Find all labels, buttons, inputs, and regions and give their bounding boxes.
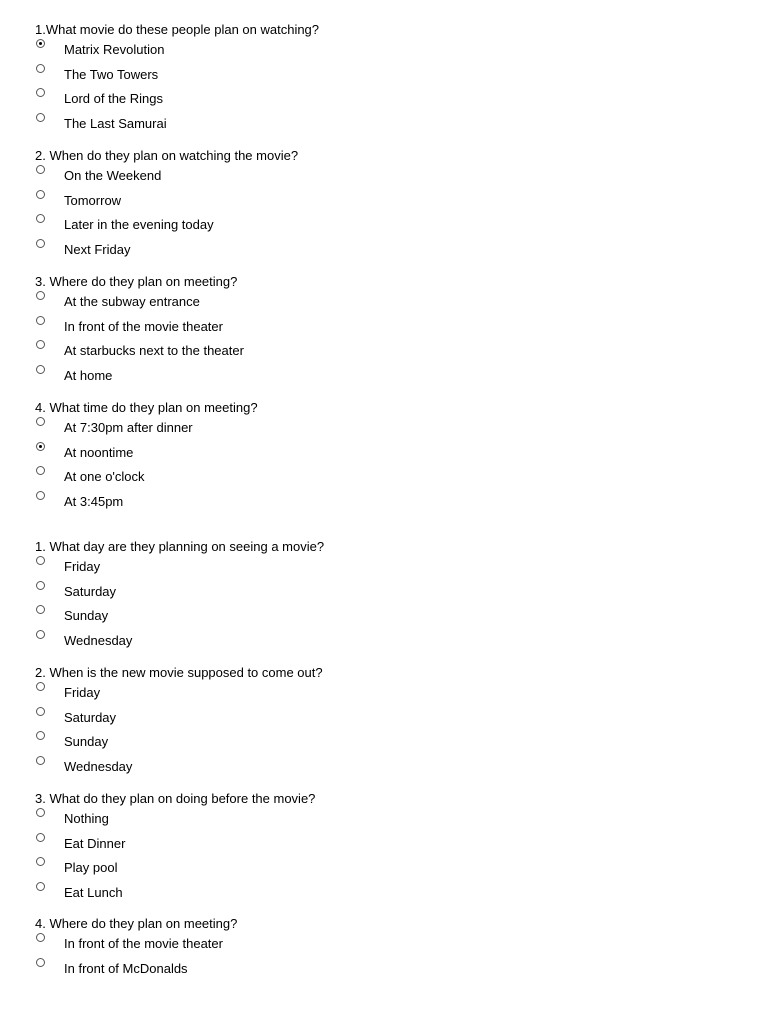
option-label[interactable]: Saturday [64, 583, 117, 599]
option-item[interactable] [35, 961, 735, 986]
radio-button[interactable] [36, 756, 45, 765]
question-text: 3. What do they plan on doing before the movie? [35, 791, 316, 806]
option-label[interactable]: Matrix Revolution [64, 42, 165, 57]
radio-button[interactable] [36, 857, 45, 866]
radio-button[interactable] [36, 291, 45, 300]
option-item[interactable] [35, 67, 735, 92]
option-label[interactable]: At one o'clock [64, 469, 145, 484]
option-label[interactable]: At the subway entrance [64, 294, 200, 309]
radio-button[interactable] [36, 630, 45, 639]
option-label[interactable]: At 7:30pm after dinner [64, 420, 193, 435]
question-4 [35, 399, 735, 518]
option-item[interactable] [35, 494, 735, 519]
option-item[interactable] [35, 836, 735, 861]
radio-button[interactable] [36, 113, 45, 122]
radio-button[interactable] [36, 39, 45, 48]
radio-button[interactable] [36, 340, 45, 349]
option-label[interactable]: Saturday [64, 709, 117, 725]
option-label[interactable]: In front of the movie theater [64, 318, 223, 334]
option-item[interactable] [35, 217, 735, 242]
radio-button[interactable] [36, 605, 45, 614]
option-label[interactable]: Friday [64, 685, 101, 700]
question-text: 4. What time do they plan on meeting? [35, 400, 258, 415]
option-item[interactable] [35, 445, 735, 470]
option-label[interactable]: Nothing [64, 811, 109, 826]
option-item[interactable] [35, 710, 735, 735]
radio-button[interactable] [36, 707, 45, 716]
option-label[interactable]: At home [64, 367, 113, 383]
question-5 [35, 538, 735, 657]
radio-button[interactable] [36, 933, 45, 942]
option-label[interactable]: Friday [64, 559, 101, 574]
radio-button[interactable] [36, 682, 45, 691]
option-item[interactable] [35, 811, 735, 836]
radio-button[interactable] [36, 88, 45, 97]
option-item[interactable] [35, 885, 735, 910]
option-label[interactable]: Wednesday [64, 758, 133, 774]
option-item[interactable] [35, 319, 735, 344]
radio-button[interactable] [36, 64, 45, 73]
question-8 [35, 915, 735, 985]
radio-button[interactable] [36, 239, 45, 248]
question-text: 3. Where do they plan on meeting? [35, 274, 238, 289]
radio-button[interactable] [36, 190, 45, 199]
option-label[interactable]: In front of the movie theater [64, 936, 223, 951]
radio-button[interactable] [36, 731, 45, 740]
option-item[interactable] [35, 193, 735, 218]
option-label[interactable]: The Last Samurai [64, 115, 167, 131]
option-label[interactable]: Eat Dinner [64, 835, 126, 851]
option-label[interactable]: Lord of the Rings [64, 91, 164, 106]
radio-button[interactable] [36, 581, 45, 590]
option-label[interactable]: Play pool [64, 860, 118, 875]
option-label[interactable]: On the Weekend [64, 168, 162, 183]
option-label[interactable]: The Two Towers [64, 66, 159, 82]
radio-button[interactable] [36, 833, 45, 842]
option-label[interactable]: Sunday [64, 608, 109, 623]
option-label[interactable]: At noontime [64, 444, 134, 460]
option-item[interactable] [35, 42, 735, 67]
option-item[interactable] [35, 633, 735, 658]
question-3 [35, 273, 735, 392]
question-2 [35, 147, 735, 266]
option-item[interactable] [35, 242, 735, 267]
question-text: 2. When do they plan on watching the movie? [35, 148, 299, 163]
option-item[interactable] [35, 685, 735, 710]
question-text: 2. When is the new movie supposed to come out? [35, 665, 323, 680]
question-6 [35, 664, 735, 783]
option-item[interactable] [35, 860, 735, 885]
option-item[interactable] [35, 343, 735, 368]
question-7 [35, 790, 735, 909]
radio-button[interactable] [36, 165, 45, 174]
option-label[interactable]: At 3:45pm [64, 493, 124, 509]
question-text: 1.What movie do these people plan on watching? [35, 22, 320, 37]
radio-button[interactable] [36, 958, 45, 967]
question-text: 1. What day are they planning on seeing a movie? [35, 539, 325, 554]
option-label[interactable]: Next Friday [64, 241, 131, 257]
radio-button[interactable] [36, 442, 45, 451]
radio-button[interactable] [36, 882, 45, 891]
option-label[interactable]: In front of McDonalds [64, 960, 188, 976]
option-item[interactable] [35, 936, 735, 961]
option-label[interactable]: At starbucks next to the theater [64, 343, 244, 358]
option-item[interactable] [35, 559, 735, 584]
radio-button[interactable] [36, 214, 45, 223]
option-item[interactable] [35, 469, 735, 494]
option-item[interactable] [35, 294, 735, 319]
option-label[interactable]: Later in the evening today [64, 217, 214, 232]
option-item[interactable] [35, 759, 735, 784]
option-label[interactable]: Tomorrow [64, 192, 122, 208]
radio-button[interactable] [36, 556, 45, 565]
radio-button[interactable] [36, 365, 45, 374]
option-item[interactable] [35, 116, 735, 141]
option-item[interactable] [35, 734, 735, 759]
radio-button[interactable] [36, 808, 45, 817]
option-item[interactable] [35, 168, 735, 193]
radio-button[interactable] [36, 316, 45, 325]
option-item[interactable] [35, 420, 735, 445]
option-item[interactable] [35, 608, 735, 633]
option-label[interactable]: Sunday [64, 734, 109, 749]
question-1 [35, 21, 735, 140]
option-item[interactable] [35, 91, 735, 116]
question-text: 4. Where do they plan on meeting? [35, 916, 238, 931]
option-item[interactable] [35, 584, 735, 609]
radio-button[interactable] [36, 491, 45, 500]
radio-button[interactable] [36, 417, 45, 426]
radio-button[interactable] [36, 466, 45, 475]
option-label[interactable]: Wednesday [64, 632, 133, 648]
option-label[interactable]: Eat Lunch [64, 884, 123, 900]
option-item[interactable] [35, 368, 735, 393]
